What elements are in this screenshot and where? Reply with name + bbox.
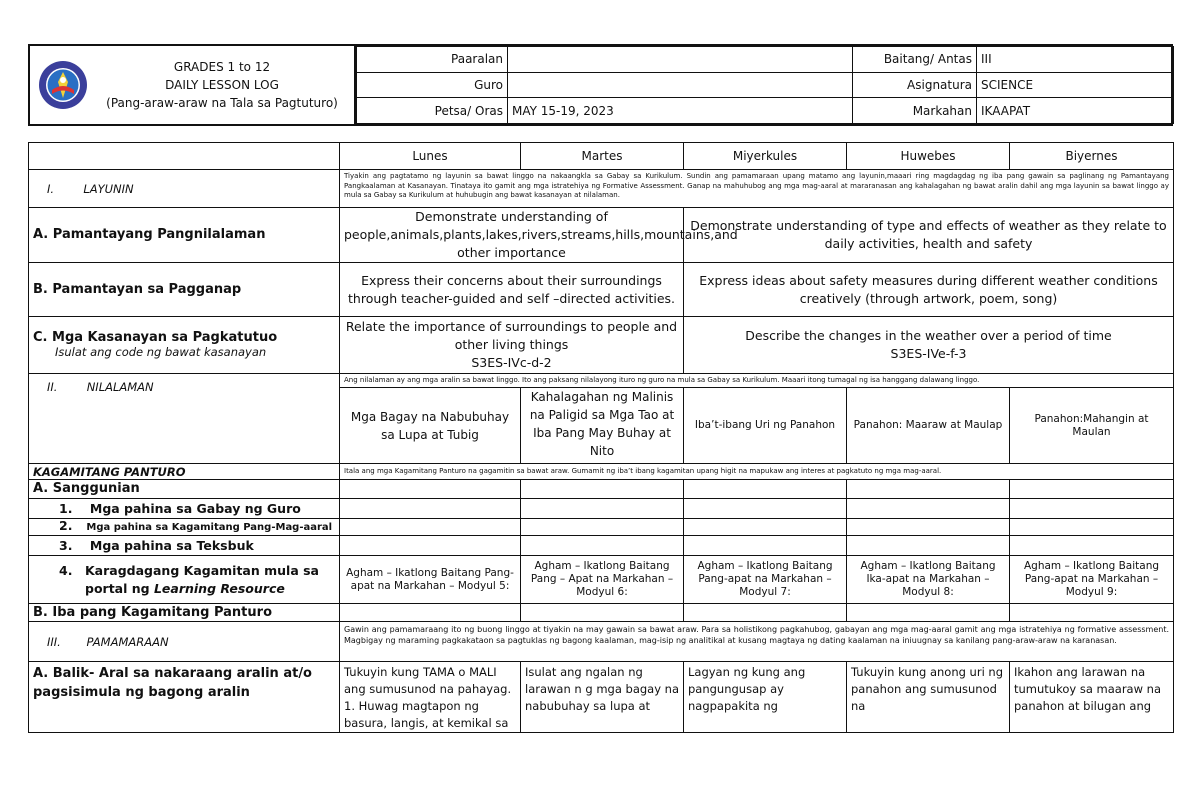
nilalaman-label: [29, 374, 340, 464]
empty-cell: [684, 480, 847, 499]
layunin-num: I.: [47, 181, 55, 196]
learning-resource-text-wrap: [85, 562, 335, 598]
nilalaman-note: Ang nilalaman ay ang mga aralin sa bawat linggo. Ito ang paksang nilalayong ituro ng guro na mula sa Gabay sa Kurikulum. Maaari itong tumagal ng isa hanggang dalawang linggo.: [340, 374, 1174, 388]
pamantayang-pangnilalaman-left: Demonstrate understanding of people,animals,plants,lakes,rivers,streams,hills,mountains,and other importance: [340, 208, 684, 263]
lesson-log-table: [28, 142, 1174, 733]
day-lunes: Lunes: [340, 143, 521, 170]
empty-cell: [1010, 480, 1174, 499]
nilalaman-num: II.: [47, 380, 58, 394]
pamantayan-pagganap-row: [29, 263, 1174, 317]
empty-cell: [847, 519, 1010, 536]
empty-cell: [340, 480, 521, 499]
pamantayan-pagganap-label: B. Pamantayan sa Pagganap: [29, 263, 340, 317]
learning-resource-num: 4.: [59, 562, 73, 578]
kasanayan-label-cell: [29, 317, 340, 374]
pamantayan-pagganap-right: Express ideas about safety measures during different weather conditions creatively (through artwork, poem, song): [684, 263, 1174, 317]
layunin-title: LAYUNIN: [83, 181, 134, 196]
kasanayan-right-cell: [684, 317, 1174, 374]
teksbuk-text: Mga pahina sa Teksbuk: [89, 537, 254, 553]
guro-label: Guro: [357, 72, 508, 98]
learning-resource-italic: Learning Resource: [153, 580, 285, 596]
lr-huwebes: Agham – Ikatlong Baitang Ika-apat na Markahan – Modyul 8:: [847, 556, 1010, 604]
asignatura-label: Asignatura: [853, 72, 977, 98]
guro-value: [508, 72, 853, 98]
nilalaman-biyernes: Panahon:Mahangin at Maulan: [1010, 388, 1174, 464]
deped-seal-icon: [38, 60, 88, 110]
pamantayang-pangnilalaman-right: Demonstrate understanding of type and effects of weather as they relate to daily activities, health and safety: [684, 208, 1174, 263]
learning-resource-text: Karagdagang Kagamitan mula sa portal ng: [85, 562, 319, 596]
empty-cell: [847, 604, 1010, 622]
pamamaraan-row: [29, 622, 1174, 662]
balik-aral-row: [29, 662, 1174, 733]
empty-cell: [847, 499, 1010, 519]
iba-pang-label: B. Iba pang Kagamitang Panturo: [29, 604, 340, 622]
kasanayan-left-cell: [340, 317, 684, 374]
balik-aral-huwebes: Tukuyin kung anong uri ng panahon ang sumusunod na: [847, 662, 1010, 733]
markahan-value: IKAAPAT: [977, 98, 1174, 124]
asignatura-value: SCIENCE: [977, 72, 1174, 98]
kagamitan-note: Itala ang mga Kagamitang Panturo na gagamitin sa bawat araw. Gumamit ng iba’t ibang kagamitan upang higit na mapukaw ang interes at pagkatuto ng mga mag-aaral.: [340, 464, 1174, 480]
title-grades: GRADES 1 to 12: [173, 60, 271, 74]
learning-resource-row: [29, 556, 1174, 604]
gabay-guro-text: Mga pahina sa Gabay ng Guro: [89, 500, 301, 516]
document-title: [90, 58, 354, 112]
nilalaman-note-row: [29, 374, 1174, 388]
iba-pang-row: [29, 604, 1174, 622]
kasanayan-right-code: S3ES-IVe-f-3: [890, 346, 967, 361]
title-dll: DAILY LESSON LOG: [165, 78, 279, 92]
pamantayang-pangnilalaman-label: A. Pamantayang Pangnilalaman: [29, 208, 340, 263]
layunin-row: [29, 170, 1174, 208]
nilalaman-martes: Kahalagahan ng Malinis na Paligid sa Mga Tao at Iba Pang May Buhay at Nito: [521, 388, 684, 464]
day-huwebes: Huwebes: [847, 143, 1010, 170]
balik-aral-martes: Isulat ang ngalan ng larawan n g mga bagay na nabubuhay sa lupa at: [521, 662, 684, 733]
balik-aral-miyerkules: Lagyan ng kung ang pangungusap ay nagpapakita ng: [684, 662, 847, 733]
lr-miyerkules: Agham – Ikatlong Baitang Pang-apat na Markahan – Modyul 7:: [684, 556, 847, 604]
kasanayan-row: [29, 317, 1174, 374]
petsa-value: MAY 15-19, 2023: [508, 98, 853, 124]
paaralan-label: Paaralan: [357, 47, 508, 73]
balik-aral-lunes: Tukuyin kung TAMA o MALI ang sumusunod na pahayag. 1. Huwag magtapon ng basura, langis, at kemikal sa: [340, 662, 521, 733]
kasanayan-sublabel: Isulat ang code ng bawat kasanayan: [55, 345, 267, 359]
empty-cell: [847, 536, 1010, 556]
markahan-label: Markahan: [853, 98, 977, 124]
pamamaraan-label: [29, 622, 340, 662]
blank-corner: [29, 143, 340, 170]
empty-cell: [1010, 519, 1174, 536]
nilalaman-title: NILALAMAN: [86, 380, 154, 394]
teksbuk-label: [29, 536, 340, 556]
lr-biyernes: Agham – Ikatlong Baitang Pang-apat na Markahan – Modyul 9:: [1010, 556, 1174, 604]
kagamitang-mag-aaral-label: [29, 519, 340, 536]
kagamitang-mag-aaral-row: [29, 519, 1174, 536]
lr-martes: Agham – Ikatlong Baitang Pang – Apat na Markahan – Modyul 6:: [521, 556, 684, 604]
layunin-note: Tiyakin ang pagtatamo ng layunin sa bawat linggo na nakaangkla sa Gabay sa Kurikulum. Sundin ang pamamaraan upang matamo ang layunin,maaari ring magdagdag ng iba pang gawain sa paglinang ng Pamantayang Pangkaalaman at Kasanayan. Tinataya ito gamit ang mga istratehiya ng Formative Assessment. Ganap na mahuhubog ang mga mag-aaral at mararanasan ang kahalagahan ng bawat aralin dahil ang mga layunin sa bawat linggo ay mula sa Gabay sa Kurikulum at huhubugin ang bawat kasanayan at nilalaman.: [340, 170, 1174, 208]
day-martes: Martes: [521, 143, 684, 170]
day-biyernes: Biyernes: [1010, 143, 1174, 170]
layunin-label: [29, 170, 340, 208]
sanggunian-label: A. Sanggunian: [29, 480, 340, 499]
empty-cell: [521, 499, 684, 519]
days-header-row: [29, 143, 1174, 170]
baitang-label: Baitang/ Antas: [853, 47, 977, 73]
kagamitang-mag-aaral-num: 2.: [59, 518, 73, 533]
header-title-block: [30, 46, 356, 124]
pamamaraan-title: PAMAMARAAN: [86, 634, 169, 649]
baitang-value: III: [977, 47, 1174, 73]
empty-cell: [684, 499, 847, 519]
empty-cell: [684, 536, 847, 556]
gabay-guro-label: [29, 499, 340, 519]
balik-aral-label: A. Balik- Aral sa nakaraang aralin at/o pagsisimula ng bagong aralin: [29, 662, 340, 733]
empty-cell: [684, 519, 847, 536]
kagamitang-mag-aaral-text: Mga pahina sa Kagamitang Pang-Mag-aaral: [86, 522, 333, 533]
empty-cell: [521, 536, 684, 556]
empty-cell: [521, 480, 684, 499]
pamamaraan-num: III.: [47, 634, 61, 649]
nilalaman-lunes: Mga Bagay na Nabubuhay sa Lupa at Tubig: [340, 388, 521, 464]
empty-cell: [521, 604, 684, 622]
empty-cell: [1010, 499, 1174, 519]
kasanayan-left-code: S3ES-IVc-d-2: [471, 355, 552, 370]
empty-cell: [340, 519, 521, 536]
kasanayan-label: C. Mga Kasanayan sa Pagkatutuo: [33, 330, 278, 345]
empty-cell: [847, 480, 1010, 499]
title-subtitle: (Pang-araw-araw na Tala sa Pagtuturo): [106, 96, 338, 110]
kagamitan-row: [29, 464, 1174, 480]
header-info-table: [356, 46, 1174, 124]
paaralan-value: [508, 47, 853, 73]
empty-cell: [521, 519, 684, 536]
balik-aral-biyernes: Ikahon ang larawan na tumutukoy sa maaraw na panahon at bilugan ang: [1010, 662, 1174, 733]
lr-lunes: Agham – Ikatlong Baitang Pang-apat na Markahan – Modyul 5:: [340, 556, 521, 604]
empty-cell: [340, 604, 521, 622]
pamamaraan-note: Gawin ang pamamaraang ito ng buong linggo at tiyakin na may gawain sa bawat araw. Para sa holistikong pagkahubog, gabayan ang mga mag-aaral gamit ang mga istratehiya ng formative assessment. Magbigay ng maraming pagkakataon sa pagtuklas ng bagong kaalaman, mag-isip ng analitikal at kusang magtaya ng dating kaalaman na iniuugnay sa kanilang pang-araw-araw na karanasan.: [340, 622, 1174, 662]
day-miyerkules: Miyerkules: [684, 143, 847, 170]
empty-cell: [1010, 604, 1174, 622]
empty-cell: [684, 604, 847, 622]
empty-cell: [1010, 536, 1174, 556]
gabay-guro-row: [29, 499, 1174, 519]
kasanayan-left: Relate the importance of surroundings to people and other living things: [345, 319, 678, 352]
sanggunian-row: [29, 480, 1174, 499]
kasanayan-right: Describe the changes in the weather over a period of time: [745, 328, 1112, 343]
learning-resource-label: [29, 556, 340, 604]
nilalaman-miyerkules: Iba’t-ibang Uri ng Panahon: [684, 388, 847, 464]
petsa-label: Petsa/ Oras: [357, 98, 508, 124]
pamantayang-pangnilalaman-row: [29, 208, 1174, 263]
kagamitan-label: KAGAMITANG PANTURO: [29, 464, 340, 480]
teksbuk-num: 3.: [59, 537, 73, 553]
pamantayan-pagganap-left: Express their concerns about their surroundings through teacher-guided and self –directed activities.: [340, 263, 684, 317]
nilalaman-huwebes: Panahon: Maaraw at Maulap: [847, 388, 1010, 464]
empty-cell: [340, 499, 521, 519]
gabay-guro-num: 1.: [59, 500, 73, 516]
empty-cell: [340, 536, 521, 556]
lesson-log-header: [28, 44, 1173, 126]
teksbuk-row: [29, 536, 1174, 556]
